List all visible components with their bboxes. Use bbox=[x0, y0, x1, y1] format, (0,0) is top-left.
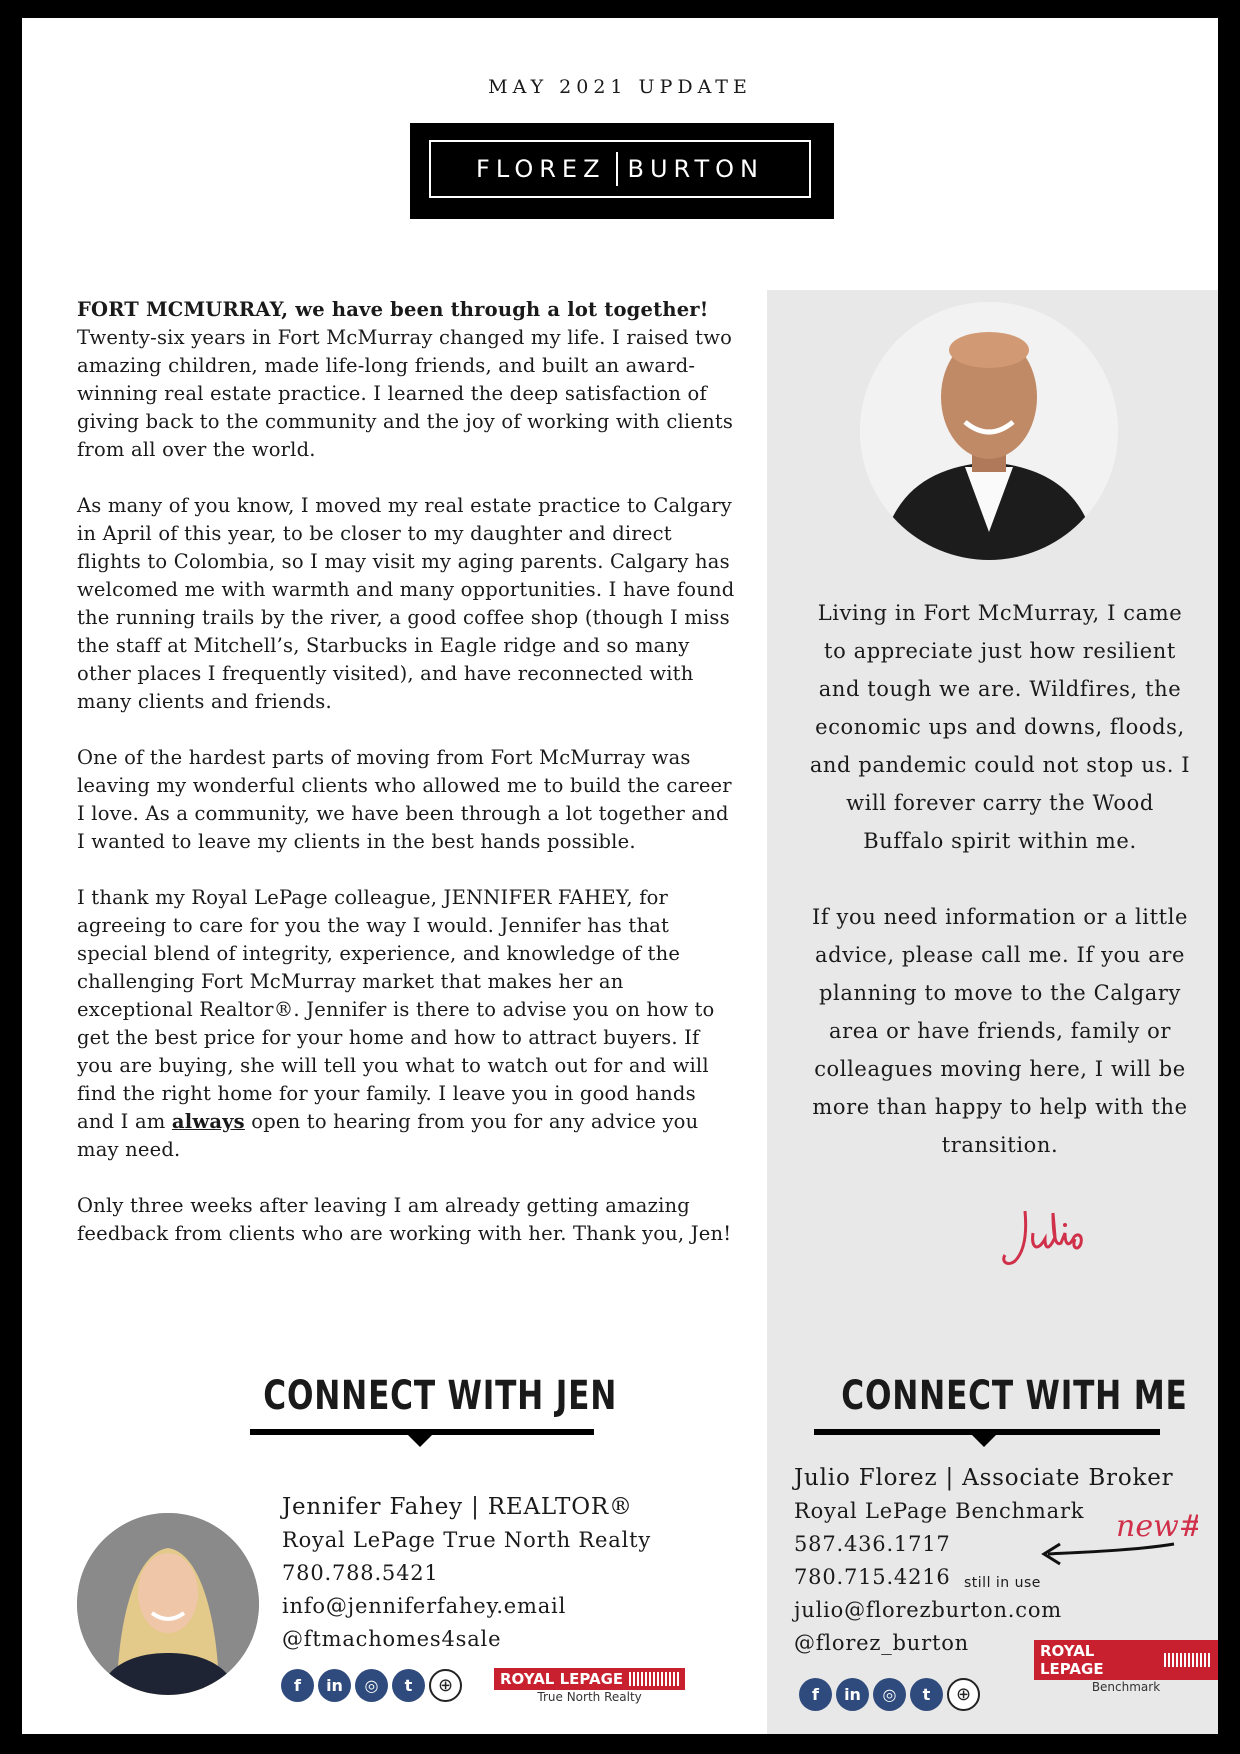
paragraph-1 bbox=[77, 296, 737, 464]
globe-icon[interactable]: ⊕ bbox=[429, 1669, 462, 1702]
paragraph-5: Only three weeks after leaving I am already getting amazing feedback from clients who are working with her. Thank you, Jen! bbox=[77, 1194, 732, 1245]
sidebar-quote bbox=[805, 594, 1195, 1202]
julio-portrait bbox=[860, 302, 1118, 560]
globe-icon[interactable]: ⊕ bbox=[947, 1678, 980, 1711]
connect-with-jen-heading: CONNECT WITH JEN bbox=[263, 1373, 618, 1419]
julio-handle[interactable]: @florez_burton bbox=[794, 1631, 969, 1655]
rlp-sub-benchmark: Benchmark bbox=[1091, 1680, 1161, 1694]
sidebar-quote-1: Living in Fort McMurray, I came to appreciate just how resilient and tough we are. Wildfires, the economic ups and downs, floods, and pandemic could not stop us. I will forever carry the Wood Buffalo spirit within me. bbox=[809, 601, 1191, 853]
facebook-icon[interactable]: f bbox=[281, 1669, 314, 1702]
still-in-use-note: still in use bbox=[964, 1575, 1041, 1591]
julio-brokerage: Royal LePage Benchmark bbox=[794, 1499, 1085, 1523]
jennifer-portrait bbox=[77, 1513, 259, 1695]
jen-contact-block bbox=[282, 1491, 651, 1656]
sidebar-quote-2: If you need information or a little advice, please call me. If you are planning to move to the Calgary area or have friends, family or colleagues moving here, I will be more than happy to help with the transition. bbox=[811, 905, 1189, 1157]
paragraph-4-text-b: open to hearing from you for any advice you may need. bbox=[77, 1110, 699, 1161]
paragraph-4-text-a: I thank my Royal LePage colleague, JENNIFER FAHEY, for agreeing to care for you the way I would. Jennifer has that special blend of integrity, experience, and knowledge of the challenging Fort McMurray market that makes her an exceptional Realtor®. Jennifer is there to advise you on how to get the best price for your home and how to attract buyers. If you are buying, she will tell you what to watch out for and will find the right home for your family. I leave you in good hands and I am bbox=[77, 886, 715, 1133]
paragraph-4 bbox=[77, 884, 737, 1164]
newsletter-page bbox=[22, 18, 1218, 1734]
royal-lepage-true-north-logo bbox=[494, 1668, 685, 1704]
linkedin-icon[interactable]: in bbox=[836, 1678, 869, 1711]
connect-jen-notch bbox=[408, 1435, 432, 1447]
julio-phone-1[interactable]: 587.436.1717 bbox=[794, 1532, 951, 1556]
connect-with-me-heading: CONNECT WITH ME bbox=[841, 1373, 1188, 1419]
jen-social-icons bbox=[281, 1669, 462, 1702]
royal-lepage-benchmark-logo bbox=[1034, 1640, 1218, 1694]
jen-email[interactable]: info@jenniferfahey.email bbox=[282, 1594, 567, 1618]
julio-email[interactable]: julio@florezburton.com bbox=[794, 1598, 1062, 1622]
florez-burton-logo bbox=[410, 123, 834, 219]
linkedin-icon[interactable]: in bbox=[318, 1669, 351, 1702]
rlp-sub: True North Realty bbox=[537, 1690, 642, 1704]
update-date-heading: MAY 2021 UPDATE bbox=[488, 76, 752, 98]
facebook-icon[interactable]: f bbox=[799, 1678, 832, 1711]
julio-name-line: Julio Florez | Associate Broker bbox=[794, 1465, 1174, 1491]
emphasis-always: always bbox=[171, 1110, 245, 1133]
julio-signature bbox=[997, 1203, 1107, 1277]
new-number-annotation bbox=[1028, 1506, 1198, 1590]
logo-left-text: FLOREZ bbox=[476, 155, 606, 183]
julio-phone-2[interactable]: 780.715.4216 bbox=[794, 1565, 951, 1589]
instagram-icon[interactable]: ◎ bbox=[355, 1669, 388, 1702]
jen-handle[interactable]: @ftmachomes4sale bbox=[282, 1627, 502, 1651]
twitter-icon[interactable]: t bbox=[392, 1669, 425, 1702]
jen-name-line: Jennifer Fahey | REALTOR® bbox=[282, 1494, 633, 1520]
paragraph-1-text: Twenty-six years in Fort McMurray changed my life. I raised two amazing children, made life-long friends, and built an award-winning real estate practice. I learned the deep satisfaction of giving back to the community and the joy of working with clients from all over the world. bbox=[77, 326, 734, 461]
paragraph-3: One of the hardest parts of moving from Fort McMurray was leaving my wonderful clients who allowed me to build the career I love. As a community, we have been through a lot together and I wanted to leave my clients in the best hands possible. bbox=[77, 746, 732, 853]
new-number-text: new# bbox=[1116, 1509, 1198, 1544]
julio-social-icons bbox=[799, 1678, 980, 1711]
paragraph-2: As many of you know, I moved my real estate practice to Calgary in April of this year, to be closer to my daughter and direct flights to Colombia, so I may visit my aging parents. Calgary has welcomed me with warmth and many opportunities. I have found the running trails by the river, a good coffee shop (though I miss the staff at Mitchell’s, Starbucks in Eagle ridge and so many other places I frequently visited), and have reconnected with many clients and friends. bbox=[77, 494, 735, 713]
instagram-icon[interactable]: ◎ bbox=[873, 1678, 906, 1711]
rlp-name-benchmark: ROYAL LEPAGE bbox=[1040, 1642, 1104, 1678]
lead-sentence: FORT MCMURRAY, we have been through a lot together! bbox=[77, 298, 709, 321]
twitter-icon[interactable]: t bbox=[910, 1678, 943, 1711]
letter-body bbox=[77, 296, 737, 1276]
jen-brokerage: Royal LePage True North Realty bbox=[282, 1528, 652, 1552]
connect-me-notch bbox=[972, 1435, 996, 1447]
jen-phone[interactable]: 780.788.5421 bbox=[282, 1561, 439, 1585]
rlp-name: ROYAL LEPAGE bbox=[500, 1670, 624, 1688]
logo-right-text: BURTON bbox=[627, 155, 764, 183]
